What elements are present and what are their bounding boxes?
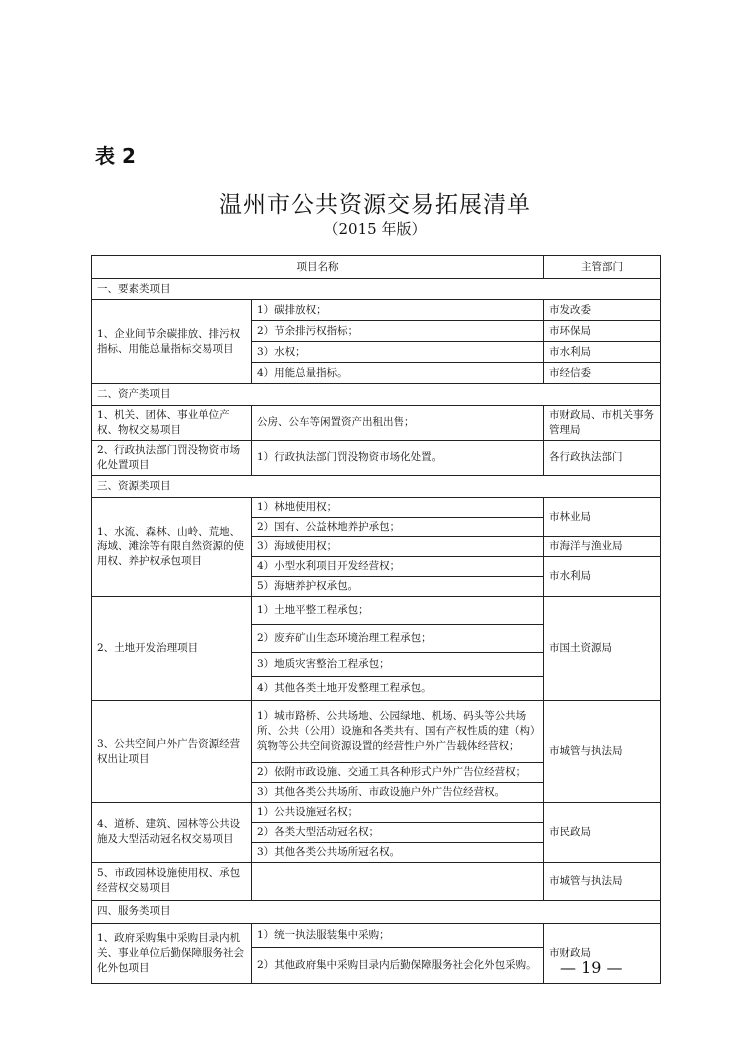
section-title: 三、资源类项目 (92, 475, 661, 497)
sub-item: 2）国有、公益林地养护承包； (252, 517, 544, 537)
project-name: 2、行政执法部门罚没物资市场化处置项目 (92, 440, 252, 475)
table-row (92, 597, 661, 625)
department: 市城管与执法局 (544, 701, 661, 803)
project-name: 3、公共空间户外广告资源经营权出让项目 (92, 701, 252, 803)
department: 各行政执法部门 (544, 440, 661, 475)
table-row (92, 300, 661, 321)
department: 市民政局 (544, 802, 661, 862)
department: 市国土资源局 (544, 597, 661, 701)
sub-item: 4）小型水利项目开发经营权； (252, 557, 544, 577)
sub-item: 1）统一执法服装集中采购； (252, 923, 544, 947)
section-title: 一、要素类项目 (92, 279, 661, 300)
department: 市财政局 (544, 923, 661, 983)
table-row (92, 406, 661, 441)
department: 市林业局 (544, 497, 661, 537)
sub-item: 3）水权； (252, 342, 544, 363)
sub-item: 2）其他政府集中采购目录内后勤保障服务社会化外包采购。 (252, 947, 544, 983)
section-row (92, 279, 661, 300)
department: 市财政局、市机关事务管理局 (544, 406, 661, 441)
sub-item: 公房、公车等闲置资产出租出售； (252, 406, 544, 441)
sub-item: 5）海塘养护权承包。 (252, 577, 544, 597)
sub-item: 1）公共设施冠名权； (252, 802, 544, 822)
document-subtitle: （2015 年版） (323, 220, 427, 238)
department: 市水利局 (544, 557, 661, 597)
sub-item: 2）依附市政设施、交通工具各种形式户外广告位经营权； (252, 763, 544, 783)
resource-table (91, 255, 661, 984)
section-row (92, 900, 661, 923)
sub-item: 2）节余排污权指标； (252, 321, 544, 342)
department: 市水利局 (544, 342, 661, 363)
project-name: 1、水流、森林、山岭、荒地、海域、滩涂等有限自然资源的使用权、养护权承包项目 (92, 497, 252, 597)
table-row (92, 923, 661, 947)
sub-item: 3）其他各类公共场所、市政设施户外广告位经营权。 (252, 783, 544, 803)
sub-item: 4）其他各类土地开发整理工程承包。 (252, 677, 544, 701)
project-name: 2、土地开发治理项目 (92, 597, 252, 701)
section-title: 二、资产类项目 (92, 384, 661, 406)
section-row (92, 384, 661, 406)
sub-item: 1）碳排放权； (252, 300, 544, 321)
table-row (92, 802, 661, 822)
sub-item: 4）用能总量指标。 (252, 363, 544, 384)
sub-item: 1）行政执法部门罚没物资市场化处置。 (252, 440, 544, 475)
project-name: 1、政府采购集中采购目录内机关、事业单位后勤保障服务社会化外包项目 (92, 923, 252, 983)
sub-item: 2）各类大型活动冠名权； (252, 822, 544, 842)
sub-item: 1）林地使用权； (252, 497, 544, 517)
department: 市发改委 (544, 300, 661, 321)
department: 市经信委 (544, 363, 661, 384)
sub-item: 3）海域使用权； (252, 537, 544, 557)
department: 市城管与执法局 (544, 862, 661, 900)
sub-item: 1）土地平整工程承包； (252, 597, 544, 625)
table-label: 表 2 (95, 144, 136, 168)
header-department: 主管部门 (544, 256, 661, 279)
page-number: — 19 — (560, 958, 623, 977)
header-project-name: 项目名称 (92, 256, 544, 279)
document-title: 温州市公共资源交易拓展清单 (219, 192, 531, 218)
project-name: 1、机关、团体、事业单位产权、物权交易项目 (92, 406, 252, 441)
table-header-row (92, 256, 661, 279)
sub-item: 3）地质灾害整治工程承包； (252, 653, 544, 677)
sub-item: 3）其他各类公共场所冠名权。 (252, 842, 544, 862)
section-title: 四、服务类项目 (92, 900, 661, 923)
department: 市海洋与渔业局 (544, 537, 661, 557)
section-row (92, 475, 661, 497)
table-row (92, 862, 661, 900)
department: 市环保局 (544, 321, 661, 342)
sub-item: 1）城市路桥、公共场地、公园绿地、机场、码头等公共场所、公共（公用）设施和各类共有、国有产权性质的建（构）筑物等公共空间资源设置的经营性户外广告载体经营权； (252, 701, 544, 763)
project-name: 5、市政园林设施使用权、承包经营权交易项目 (92, 862, 252, 900)
sub-item (252, 862, 544, 900)
project-name: 4、道桥、建筑、园林等公共设施及大型活动冠名权交易项目 (92, 802, 252, 862)
project-name: 1、企业间节余碳排放、排污权指标、用能总量指标交易项目 (92, 300, 252, 384)
table-row (92, 440, 661, 475)
table-row (92, 701, 661, 763)
sub-item: 2）废弃矿山生态环境治理工程承包； (252, 625, 544, 653)
table-row (92, 497, 661, 517)
